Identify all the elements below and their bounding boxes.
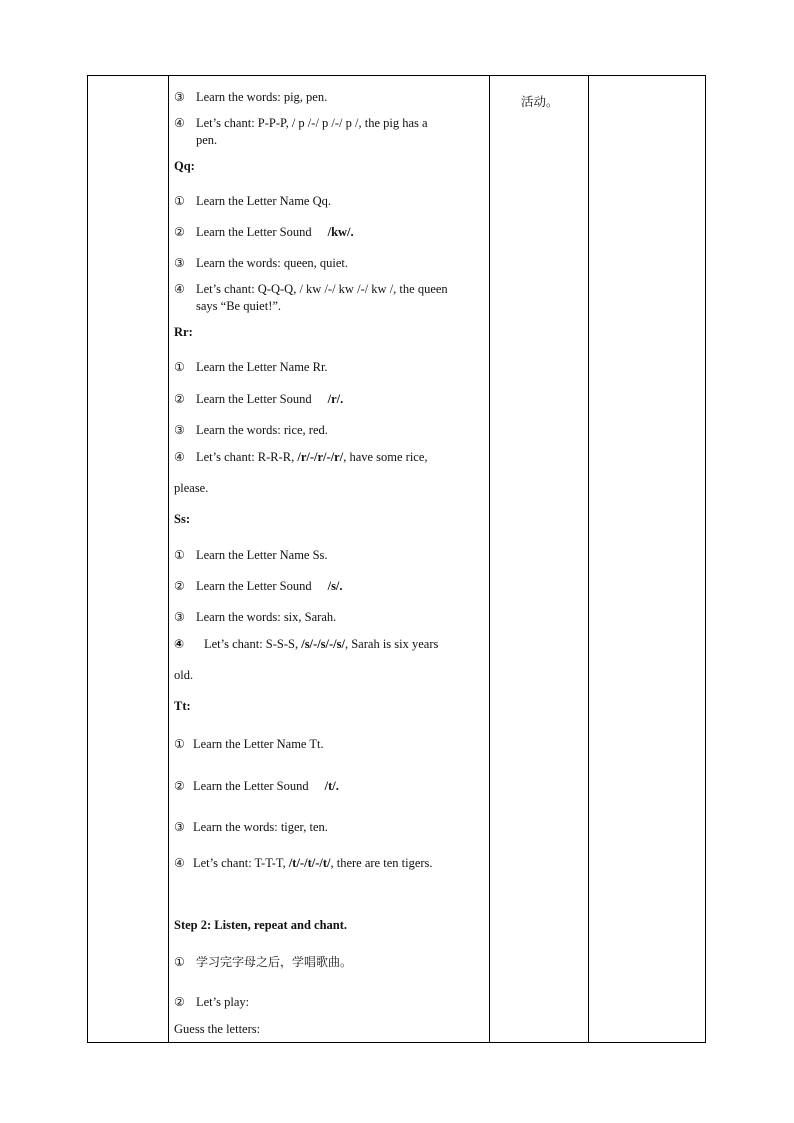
list-item: ① 学习完字母之后，学唱歌曲。: [174, 955, 353, 969]
section-heading-rr: Rr:: [174, 325, 193, 339]
list-item: ③ Learn the words: queen, quiet.: [174, 256, 349, 270]
list-item: ② Let’s play:: [174, 995, 250, 1009]
list-item: ③ Learn the words: pig, pen.: [174, 90, 328, 104]
column-divider: [588, 76, 589, 1042]
activity-cell: [489, 76, 588, 1042]
list-item: ③ Learn the words: tiger, ten.: [174, 820, 328, 834]
section-heading-qq: Qq:: [174, 159, 195, 173]
list-item: ③ Learn the words: rice, red.: [174, 423, 328, 437]
list-item: ③ Learn the words: six, Sarah.: [174, 610, 337, 624]
list-item: Guess the letters:: [174, 1022, 261, 1036]
list-item-continuation: pen.: [196, 133, 218, 147]
list-item: ① Learn the Letter Name Rr.: [174, 360, 328, 374]
list-item-continuation: says “Be quiet!”.: [196, 299, 282, 313]
list-item: ① Learn the Letter Name Ss.: [174, 548, 328, 562]
lesson-table: [87, 75, 706, 1043]
list-item: ④ Let’s chant: R-R-R, /r/-/r/-/r/, have some rice,: [174, 450, 428, 464]
list-item: ② Learn the Letter Sound /t/.: [174, 779, 339, 793]
list-item: ④ Let’s chant: S-S-S, /s/-/s/-/s/, Sarah is six years: [174, 637, 439, 651]
step-2-heading: Step 2: Listen, repeat and chant.: [174, 918, 348, 932]
list-item: ④ Let’s chant: T-T-T, /t/-/t/-/t/, there are ten tigers.: [174, 856, 433, 870]
list-item-continuation: please.: [174, 481, 209, 495]
list-item: ① Learn the Letter Name Qq.: [174, 194, 332, 208]
list-item: ② Learn the Letter Sound /s/.: [174, 579, 343, 593]
list-item: ② Learn the Letter Sound /r/.: [174, 392, 344, 406]
list-item-continuation: old.: [174, 668, 194, 682]
procedure-cell: [168, 76, 489, 1042]
list-item: ② Learn the Letter Sound /kw/.: [174, 225, 354, 239]
list-item: ④ Let’s chant: Q-Q-Q, / kw /-/ kw /-/ kw /, the queen: [174, 282, 448, 296]
list-item: ① Learn the Letter Name Tt.: [174, 737, 324, 751]
section-heading-tt: Tt:: [174, 699, 191, 713]
list-item: ④ Let’s chant: P-P-P, / p /-/ p /-/ p /, the pig has a: [174, 116, 428, 130]
section-heading-ss: Ss:: [174, 512, 190, 526]
activity-note: 活动。: [521, 94, 559, 109]
